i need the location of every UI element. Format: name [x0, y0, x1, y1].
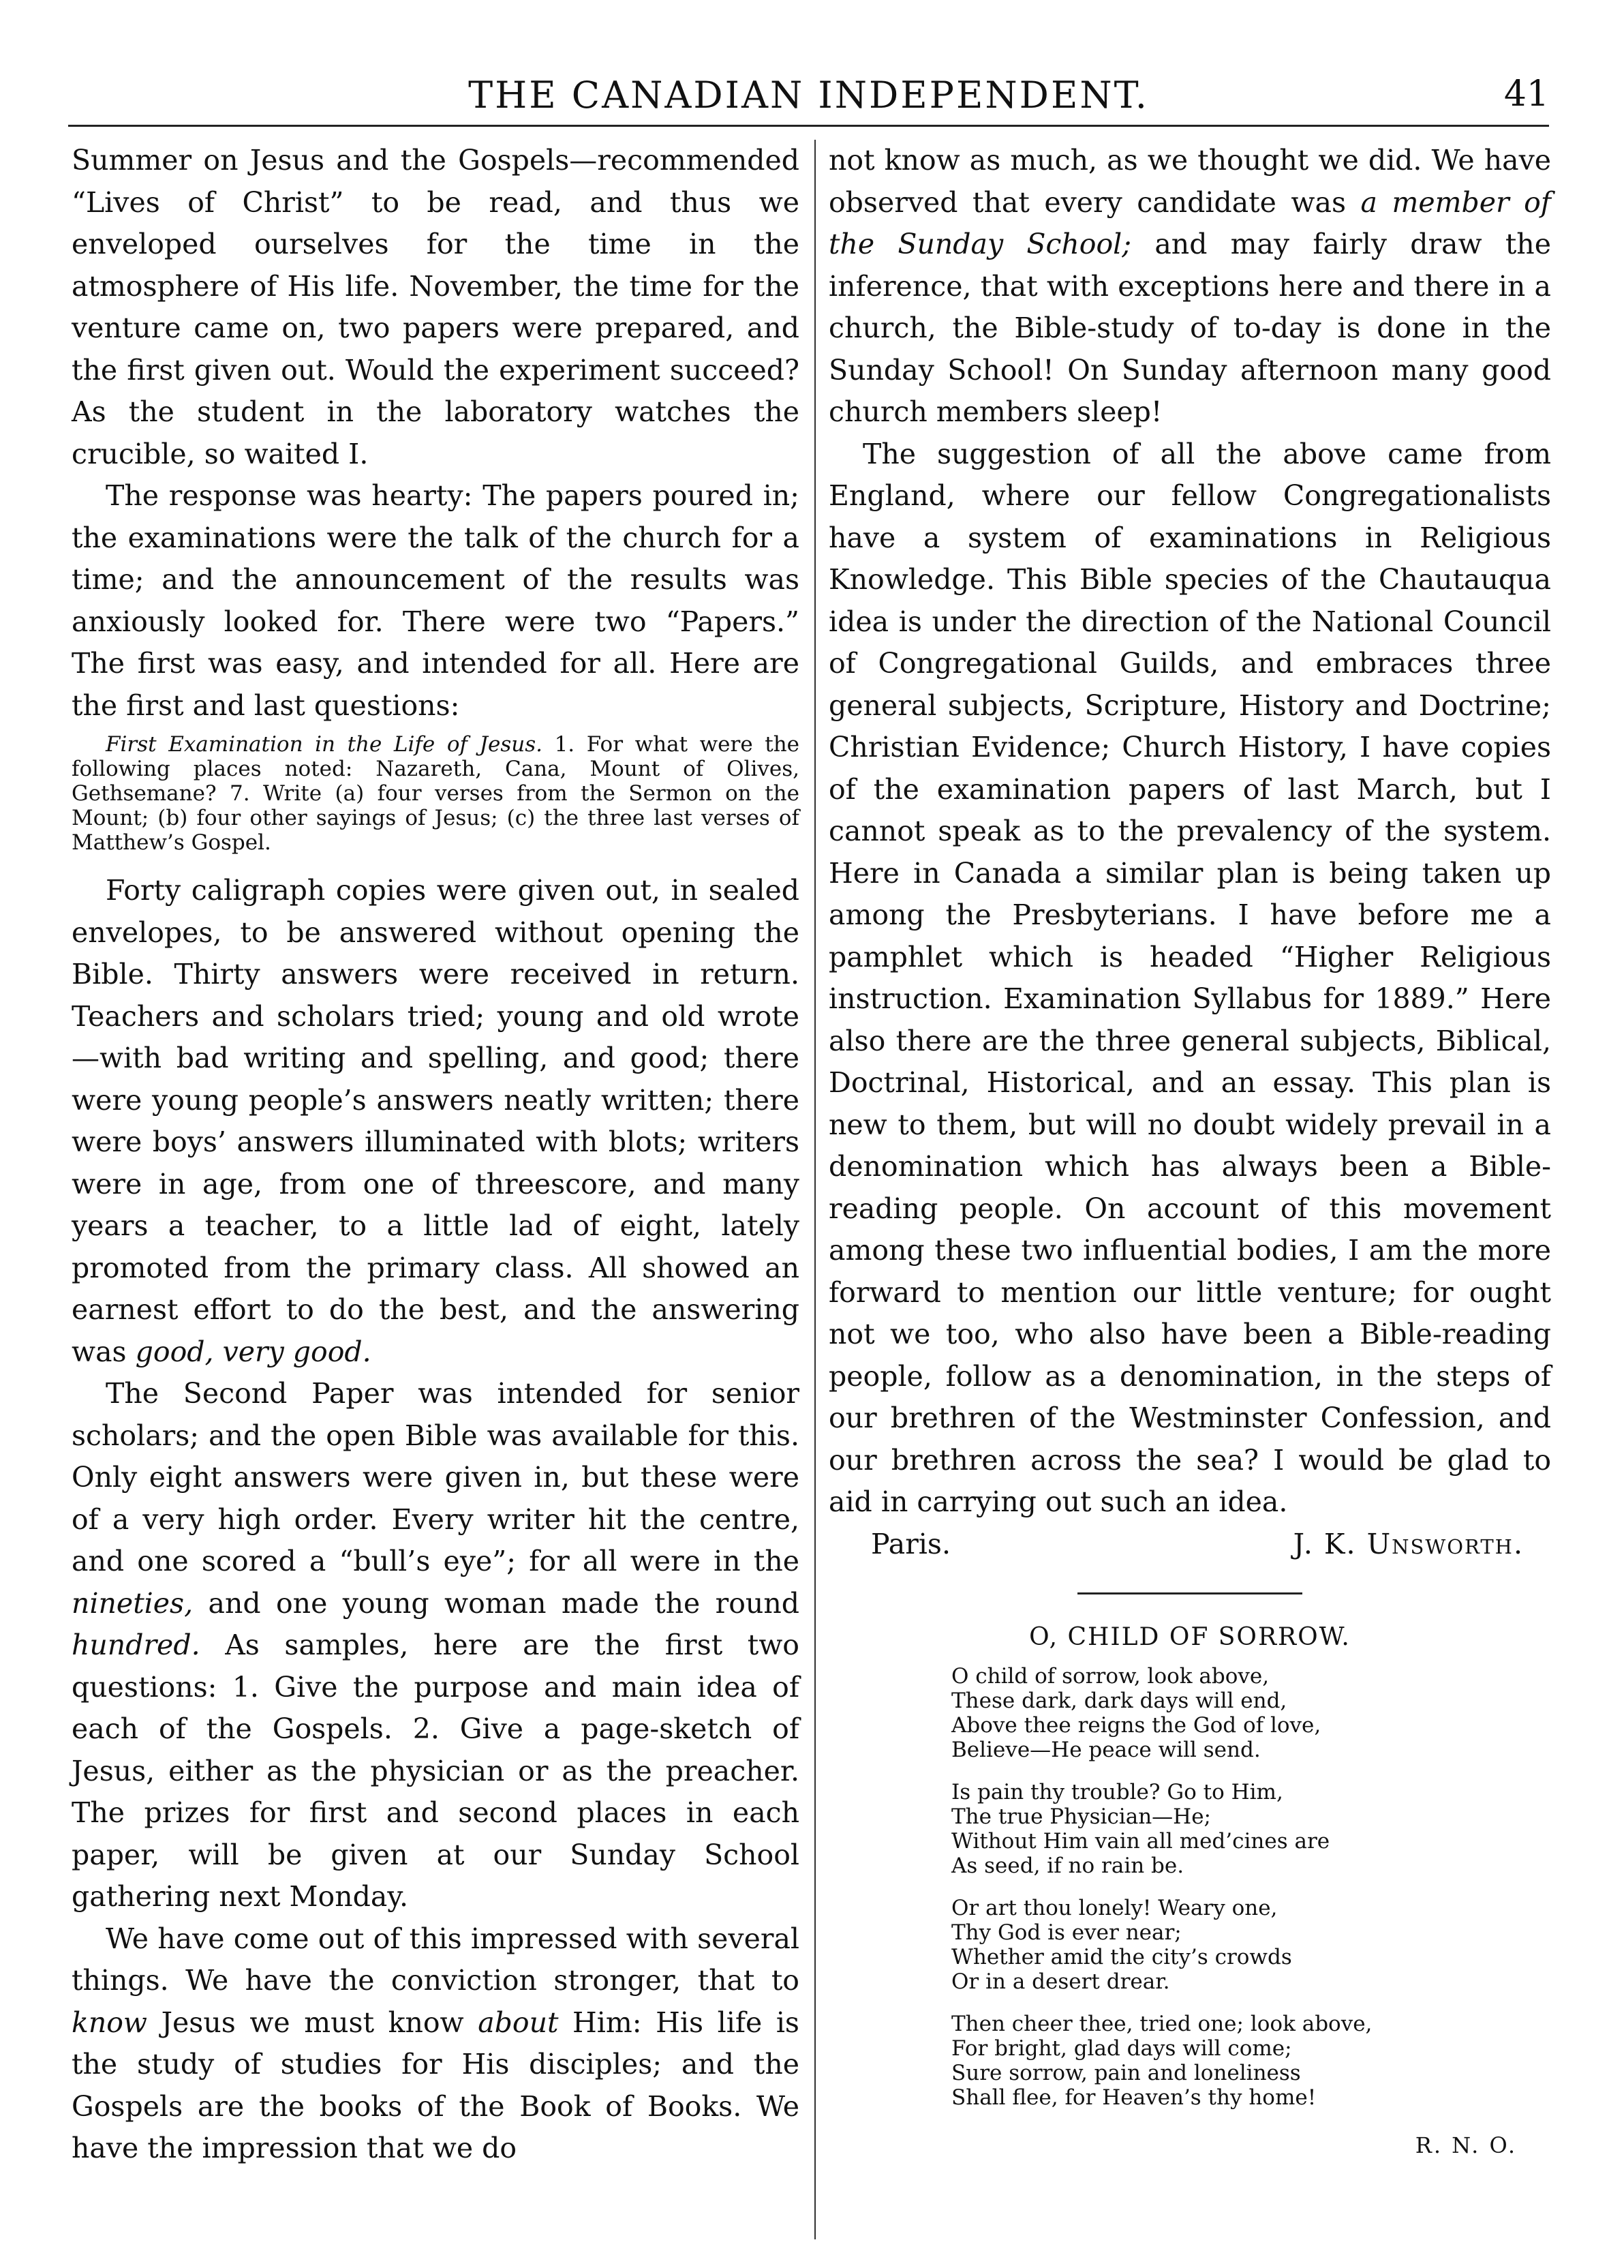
text-run: Him: His life is the study of studies for His disciples; and the Gospels are the books of the Book of Books. We have the impression that we do	[72, 2006, 799, 2164]
poem-line: Above thee reigns the God of love,	[951, 1713, 1321, 1738]
signoff-author: J. K. Unsworth.	[1293, 1527, 1524, 1560]
poem-line: Sure sorrow, pain and loneliness	[951, 2061, 1301, 2085]
text-run: not know as much, as we thought we did. We have observed that every candidate was	[829, 144, 1551, 219]
paragraph	[72, 1918, 799, 2170]
poem-line: These dark, dark days will end,	[951, 1689, 1287, 1713]
poem-line: The true Physician—He;	[951, 1804, 1211, 1829]
paragraph	[829, 140, 1551, 434]
column-divider	[814, 140, 816, 2239]
poem-line: For bright, glad days will come;	[951, 2036, 1292, 2061]
poem-stanza	[951, 2012, 1551, 2110]
journal-title: THE CANADIAN INDEPENDENT.	[468, 74, 1149, 117]
emphasis: know	[72, 2006, 148, 2039]
text-run: The Second Paper was intended for senior scholars; and the open Bible was available for this. Only eight answers were given in, but these were of a very high order. Every writer hit the centre, and one scored a “bull’s eye”; for all were in the	[72, 1377, 799, 1577]
quote-title: First Examination in the Life of Jesus.	[106, 732, 542, 757]
poem-stanza	[951, 1896, 1551, 1994]
poem-line: Without Him vain all med’cines are	[951, 1829, 1330, 1854]
poem-line: Believe—He peace will send.	[951, 1738, 1261, 1762]
paragraph: The suggestion of all the above came from England, where our fellow Congregationalists have a system of examinations in Religious Knowledge. This Bible species of the Chautauqua idea is under the direction of the National Council of Congregational Guilds, and embraces three general subjects, Scripture, History and Doctrine; Christian Evidence; Church History, I have copies of the examination papers of last March, but I cannot speak as to the prevalency of the system. Here in Canada a similar plan is being taken up among the Presbyterians. I have before me a pamphlet which is headed “Higher Religious instruction. Examination Syllabus for 1889.” Here also there are the three general subjects, Biblical, Doctrinal, Historical, and an essay. This plan is new to them, but will no doubt widely prevail in a denomination which has always been a Bible-reading people. On account of this movement among these two influential bodies, I am the more forward to mention our little venture; for ought not we too, who also have been a Bible-reading people, follow as a denomination, in the steps of our brethren of the Westminster Confession, and our brethren across the sea? I would be glad to aid in carrying out such an idea.	[829, 437, 1551, 1518]
signoff	[829, 1524, 1551, 1566]
poem-stanza	[951, 1780, 1551, 1878]
page-number: 41	[1503, 74, 1549, 115]
emphasis: nineties,	[72, 1586, 194, 1620]
paragraph: Summer on Jesus and the Gospels—recommended “Lives of Christ” to be read, and thus we enveloped ourselves for the time in the atmosphere of His life. November, the time for the venture came on, two papers were prepared, and the first given out. Would the experiment succeed? As the student in the laboratory watches the crucible, so waited I.	[72, 144, 799, 470]
text-run: Jesus we must know	[161, 2006, 464, 2039]
left-column	[72, 140, 799, 2170]
emphasis: good, very good.	[135, 1335, 371, 1368]
right-column	[829, 140, 1551, 2167]
poem-line: Or art thou lonely! Weary one,	[951, 1896, 1278, 1920]
poem-title: O, CHILD OF SORROW.	[1029, 1623, 1351, 1651]
poem-line: Whether amid the city’s crowds	[951, 1945, 1292, 1969]
text-run: As samples, here are the first two questions: 1. Give the purpose and main idea of each of the Gospels. 2. Give a page-sketch of Jesus, either as the physician or as the preacher. The prizes for first and second places in each paper, will be given at our Sunday School gathering next Monday.	[72, 1629, 799, 1913]
poem-line: Is pain thy trouble? Go to Him,	[951, 1780, 1283, 1804]
poem-line: Or in a desert drear.	[951, 1969, 1170, 1994]
header-rule	[68, 125, 1549, 127]
emphasis: hundred.	[72, 1629, 200, 1661]
quote-body: 1. For what were the following places noted: Nazareth, Cana, Mount of Olives, Gethsemane? 7. Write (a) four verses from the Sermon on the Mount; (b) four other sayings of Jesus; (c) the three last verses of Matthew’s Gospel.	[72, 732, 800, 855]
poem-stanza	[951, 1664, 1551, 1762]
text-run: Forty caligraph copies were given out, in sealed envelopes, to be answered without opening the Bible. Thirty answers were received in return. Teachers and scholars tried; young and old wrote —with bad writing and spelling, and good; there were young people’s answers neatly written; there were boys’ answers illuminated with blots; writers were in age, from one of threescore, and many years a teacher, to a little lad of eight, lately promoted from the primary class. All showed an earnest effort to do the best, and the answering was	[72, 874, 799, 1368]
poem-initials: R. N. O.	[1415, 2132, 1517, 2158]
section-rule	[1077, 1592, 1302, 1594]
poem-line: Thy God is ever near;	[951, 1920, 1182, 1945]
paragraph	[72, 870, 799, 1373]
paragraph	[72, 1373, 799, 1918]
emphasis: about	[478, 2006, 559, 2039]
poem-line: O child of sorrow, look above,	[951, 1664, 1270, 1689]
poem-line: Then cheer thee, tried one; look above,	[951, 2012, 1373, 2036]
emphasis: a member of the Sunday School;	[829, 185, 1551, 260]
text-run: and one young woman made the round	[208, 1586, 799, 1620]
signoff-place: Paris.	[871, 1527, 951, 1560]
examination-quote	[72, 732, 799, 855]
poem-line: As seed, if no rain be.	[951, 1854, 1184, 1878]
poem-line: Shall flee, for Heaven’s thy home!	[951, 2085, 1317, 2110]
text-run: and may fairly draw the inference, that with exceptions here and there in a church, the Bible-study of to-day is done in the Sunday School! On Sunday afternoon many good church members sleep!	[829, 228, 1551, 428]
text-run: We have come out of this impressed with several things. We have the conviction stronger, that to	[72, 1922, 799, 1997]
paragraph: The response was hearty: The papers poured in; the examinations were the talk of the church for a time; and the announcement of the results was anxiously looked for. There were two “Papers.” The first was easy, and intended for all. Here are the first and last questions:	[72, 479, 799, 722]
page-header	[68, 74, 1549, 121]
